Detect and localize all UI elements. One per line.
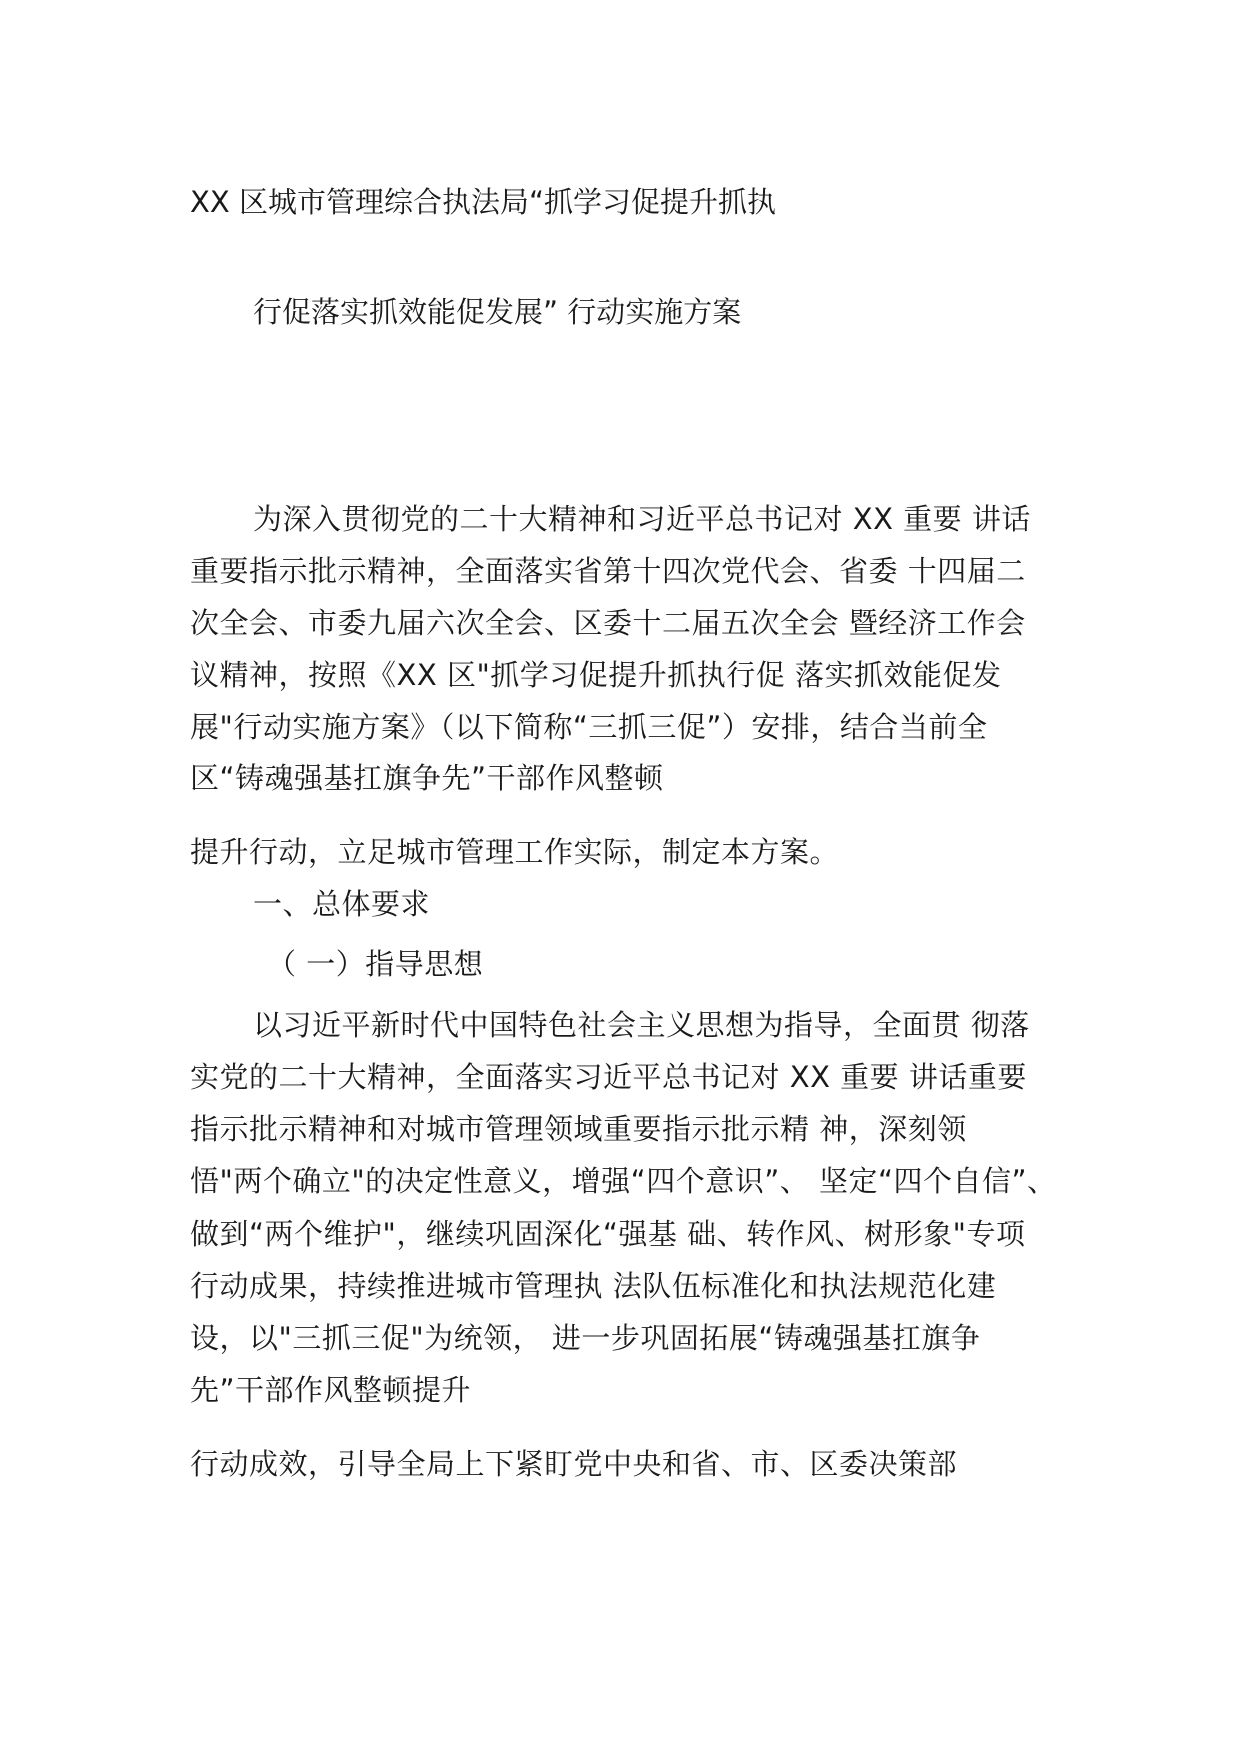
paragraph-line: 实党的二十大精神，全面落实习近平总书记对 XX 重要 讲话重要 bbox=[190, 1060, 1027, 1094]
paragraph-line: 行动成效，引导全局上下紧盯党中央和省、市、区委决策部 bbox=[190, 1447, 958, 1481]
paragraph-line: 做到“两个维护"，继续巩固深化“强基 础、转作风、树形象"专项 bbox=[190, 1217, 1026, 1251]
paragraph-line: 重要指示批示精神，全面落实省第十四次党代会、省委 十四届二 bbox=[190, 554, 1026, 588]
section-heading: 一、总体要求 bbox=[253, 887, 431, 921]
paragraph-line: 以习近平新时代中国特色社会主义思想为指导，全面贯 彻落 bbox=[253, 1008, 1030, 1042]
paragraph-line: 次全会、市委九届六次全会、区委十二届五次全会 暨经济工作会 bbox=[190, 606, 1026, 640]
document-title-line-1: XX 区城市管理综合执法局“抓学习促提升抓执 bbox=[190, 185, 776, 219]
paragraph-line: 设，以"三抓三促"为统领， 进一步巩固拓展“铸魂强基扛旗争 bbox=[190, 1321, 981, 1355]
subsection-heading: （ 一）指导思想 bbox=[267, 947, 484, 981]
paragraph-line: 指示批示精神和对城市管理领域重要指示批示精 神，深刻领 bbox=[190, 1112, 967, 1146]
paragraph-line: 行动成果，持续推进城市管理执 法队伍标准化和执法规范化建 bbox=[190, 1269, 997, 1303]
paragraph-line: 为深入贯彻党的二十大精神和习近平总书记对 XX 重要 讲话 bbox=[253, 502, 1031, 536]
paragraph-line: 先”干部作风整顿提升 bbox=[190, 1373, 472, 1407]
document-title-line-2: 行促落实抓效能促发展” 行动实施方案 bbox=[253, 295, 742, 329]
paragraph-line: 区“铸魂强基扛旗争先”干部作风整顿 bbox=[190, 761, 664, 795]
paragraph-line: 议精神，按照《XX 区"抓学习促提升抓执行促 落实抓效能促发 bbox=[190, 658, 1002, 692]
paragraph-line: 提升行动，立足城市管理工作实际，制定本方案。 bbox=[190, 835, 840, 869]
paragraph-line: 悟"两个确立"的决定性意义，增强“四个意识”、 坚定“四个自信”、 bbox=[190, 1164, 1057, 1198]
paragraph-line: 展"行动实施方案》（以下简称“三抓三促”）安排，结合当前全 bbox=[190, 710, 988, 744]
